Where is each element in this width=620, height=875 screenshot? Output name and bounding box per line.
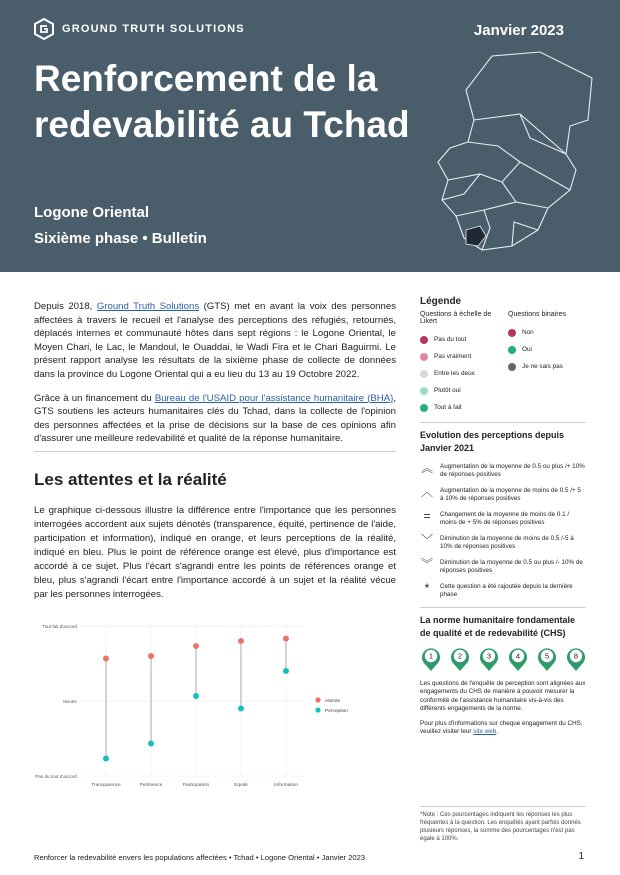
chs-badges — [420, 646, 586, 672]
phase-subtitle: Sixième phase • Bulletin — [34, 230, 207, 247]
trend-arrow-icon: ︿ — [420, 485, 433, 499]
trend-arrow-icon: ︾ — [420, 557, 433, 571]
legend-label: Perception — [325, 709, 348, 714]
perception-point — [193, 693, 199, 699]
evolution-item — [420, 583, 586, 599]
sidebar-divider — [420, 422, 586, 423]
gts-logo-icon — [34, 18, 54, 40]
likert-legend-item — [420, 365, 498, 382]
legend-label: Tout à fait — [434, 404, 462, 411]
page-number: 1 — [578, 851, 584, 862]
intro-p2-start: Grâce à un financement du — [34, 392, 155, 404]
x-tick-label: Transparence — [91, 783, 121, 788]
chs-more-info — [420, 720, 586, 737]
evolution-item — [420, 535, 586, 551]
intro-p1-end: (GTS) met en avant la voix des personnes affectées à travers le recueil et l'analyse des perceptions des réfugiés, retournés, déplacés internes et communauté hôtes dans sept régions : le Logone Oriental, le Moyen Chari, le Lac, le Mandoul, le Ouaddai, le Wadi Fira et le Chari Baguirmi. Le présent rapport analyse les résultats de la sixième phase de collecte de données dans la province du Logone Oriental qui a eu lieu du 13 au 19 Octobre 2022. — [34, 301, 396, 380]
chs-badge-icon — [449, 646, 471, 672]
footnote: *Note : Ces pourcentages indiquent les réponses les plus fréquentes à la question. Les enquêtés ayant parfois donnés plusieurs réponses, la somme des pourcentages n'est pas égale à 100%. — [420, 806, 586, 843]
page-title: Renforcement de la redevabilité au Tchad — [34, 58, 410, 145]
x-tick-label: Information — [274, 783, 298, 788]
legend-dot-icon — [508, 363, 516, 371]
evolution-label: Augmentation de la moyenne de 0.5 ou plus /+ 10% de réponses positives — [440, 463, 585, 478]
intro-paragraph-1 — [34, 300, 396, 382]
legend-dot-icon — [420, 404, 428, 412]
chs-badge-number: 2 — [457, 651, 463, 661]
perception-point — [283, 668, 289, 674]
chs-badge-number: 8 — [573, 651, 579, 661]
intro-paragraph-2 — [34, 392, 396, 446]
legend-dot-icon — [420, 353, 428, 361]
binary-legend — [508, 311, 586, 416]
evolution-item — [420, 463, 586, 479]
intro-p2-end: , GTS soutiens les acteurs humanitaires clés du Tchad, dans la collecte de l'opinion des personnes affectées et la prise de décisions sur la base de ces opinions afin d'assurer une meilleure redevabilité et qualité de la réponse humanitaire. — [34, 392, 396, 445]
evolution-label: Changement de la moyenne de moins de 0.1 / moins de + 5% de réponses positives — [440, 511, 570, 526]
y-tick-label: Pas du tout d'accord — [35, 774, 77, 779]
chs-badge-icon — [507, 646, 529, 672]
likert-title: Questions à échelle de Likert — [420, 311, 492, 325]
chs-commitment-badge — [536, 646, 558, 672]
legend-dot-icon — [420, 387, 428, 395]
legend-title: Légende — [420, 296, 462, 307]
legend-label: Oui — [522, 346, 532, 353]
y-tick-label: Tout fait d'accord — [42, 624, 77, 629]
legend-marker — [315, 697, 320, 702]
chs-commitment-badge — [565, 646, 587, 672]
chs-badge-number: 3 — [486, 651, 492, 661]
binary-title: Questions binaires — [508, 311, 566, 318]
binary-legend-item — [508, 341, 586, 358]
legend-dot-icon — [508, 329, 516, 337]
legend-dot-icon — [420, 336, 428, 344]
y-tick-label: Neutre — [63, 699, 77, 704]
chs-badge-icon — [420, 646, 442, 672]
chs-badge-number: 5 — [544, 651, 550, 661]
legend-label: Pas du tout — [434, 336, 467, 343]
report-date: Janvier 2023 — [473, 22, 564, 39]
attente-point — [193, 643, 199, 649]
chs-description: Les questions de l'enquête de perception sont alignées aux engagements du CHS de manière à pouvoir mesurer la conformité de l'assistance humanitaire vis-à-vis des différents engagements de la norme. — [420, 680, 586, 713]
likert-legend-item — [420, 382, 498, 399]
sidebar — [420, 292, 586, 742]
evolution-item — [420, 487, 586, 503]
trend-arrow-icon: = — [423, 509, 431, 523]
chs-badge-icon — [536, 646, 558, 672]
likert-legend — [420, 311, 498, 416]
chs-commitment-badge — [449, 646, 471, 672]
intro-text — [34, 300, 396, 456]
binary-legend-item — [508, 324, 586, 341]
footer-text: Renforcer la redevabilité envers les populations affectées • Tchad • Logone Oriental • Janvier 2023 — [34, 853, 366, 862]
chs-badge-number: 4 — [515, 651, 521, 661]
binary-legend-item — [508, 358, 586, 375]
evolution-label: Diminution de la moyenne de moins de 0.5 /-5 à 10% de réponses positives — [440, 535, 574, 550]
usaid-bha-link[interactable]: Bureau de l'USAID pour l'assistance humanitaire (BHA) — [154, 392, 394, 404]
legend-dot-icon — [508, 346, 516, 354]
legend-dot-icon — [420, 370, 428, 378]
chs-badge-number: 1 — [428, 651, 434, 661]
chs-badge-icon — [565, 646, 587, 672]
likert-legend-item — [420, 348, 498, 365]
trend-arrow-icon: ︽ — [420, 461, 433, 475]
likert-legend-item — [420, 331, 498, 348]
likert-legend-item — [420, 399, 498, 416]
section-body: Le graphique ci-dessous illustre la différence entre l'importance que les personnes interrogées accordent aux sujets dénotés (transparence, équité, pertinence de l'aide, participation et information), indiqué en orange, et leurs perceptions de la réalité, indiqué en bleu. Plus le point de référence orange est élevé, plus d'importance est accordé à ce sujet. Plus l'écart s'agrandi entre les points de références orange et bleu, plus s'agrandi l'écart entre l'importance accordé à un sujet et la réalité vécue par les personnes interrogées. — [34, 505, 396, 600]
chs-commitment-badge — [478, 646, 500, 672]
chad-map — [420, 50, 600, 255]
expectation-reality-chart — [34, 616, 396, 794]
sidebar-divider — [420, 607, 586, 608]
legend-label: Je ne sais pas — [522, 363, 563, 370]
x-tick-label: Equité — [234, 783, 248, 788]
perception-point — [148, 741, 154, 747]
attente-point — [238, 638, 244, 644]
evolution-item — [420, 559, 586, 575]
evolution-label: Cette question a été rajoutée depuis la dernière phase — [440, 583, 573, 598]
x-tick-label: Pertinence — [139, 783, 163, 788]
perception-point — [238, 706, 244, 712]
chs-commitment-badge — [420, 646, 442, 672]
x-tick-label: Participation — [182, 783, 210, 788]
evolution-legend — [420, 463, 586, 599]
evolution-label: Diminution de la moyenne de 0.5 ou plus /- 10% de réponses positives — [440, 559, 583, 574]
legend-columns — [420, 311, 586, 416]
gts-link[interactable]: Ground Truth Solutions — [96, 301, 200, 312]
chs-title: La norme humanitaire fondamentale de qualité et de redevabilité (CHS) — [420, 615, 576, 638]
divider — [34, 451, 396, 452]
intro-p1-start: Depuis 2018, — [34, 301, 97, 312]
region-subtitle: Logone Oriental — [34, 204, 150, 221]
trend-arrow-icon: ﹀ — [420, 533, 433, 547]
chs-website-link[interactable]: site web — [473, 728, 497, 736]
section-title: Les attentes et la réalité — [34, 470, 227, 489]
legend-label: Attente — [325, 699, 341, 704]
logo — [34, 18, 245, 40]
legend-label: Plutôt oui — [434, 387, 461, 394]
chs-more-end: . — [496, 728, 499, 736]
trend-arrow-icon: * — [424, 581, 430, 595]
legend-label: Entre les deux — [434, 370, 475, 377]
evolution-title: Evolution des perceptions depuis Janvier 2021 — [420, 430, 565, 453]
legend-label: Pas vraiment — [434, 353, 472, 360]
chs-more-text: Pour plus d'informations sur cheque engagement du CHS, veuillez visiter leur — [420, 719, 583, 736]
attente-point — [103, 656, 109, 662]
chs-badge-icon — [478, 646, 500, 672]
evolution-label: Augmentation de la moyenne de moins de 0.5 /+ 5 à 10% de réponses positives — [440, 487, 581, 502]
org-name: GROUND TRUTH SOLUTIONS — [62, 23, 245, 35]
header-banner — [0, 0, 620, 272]
legend-marker — [315, 707, 320, 712]
attente-point — [283, 636, 289, 642]
chs-commitment-badge — [507, 646, 529, 672]
legend-label: Non — [522, 329, 534, 336]
evolution-item — [420, 511, 586, 527]
perception-point — [103, 756, 109, 762]
attente-point — [148, 653, 154, 659]
